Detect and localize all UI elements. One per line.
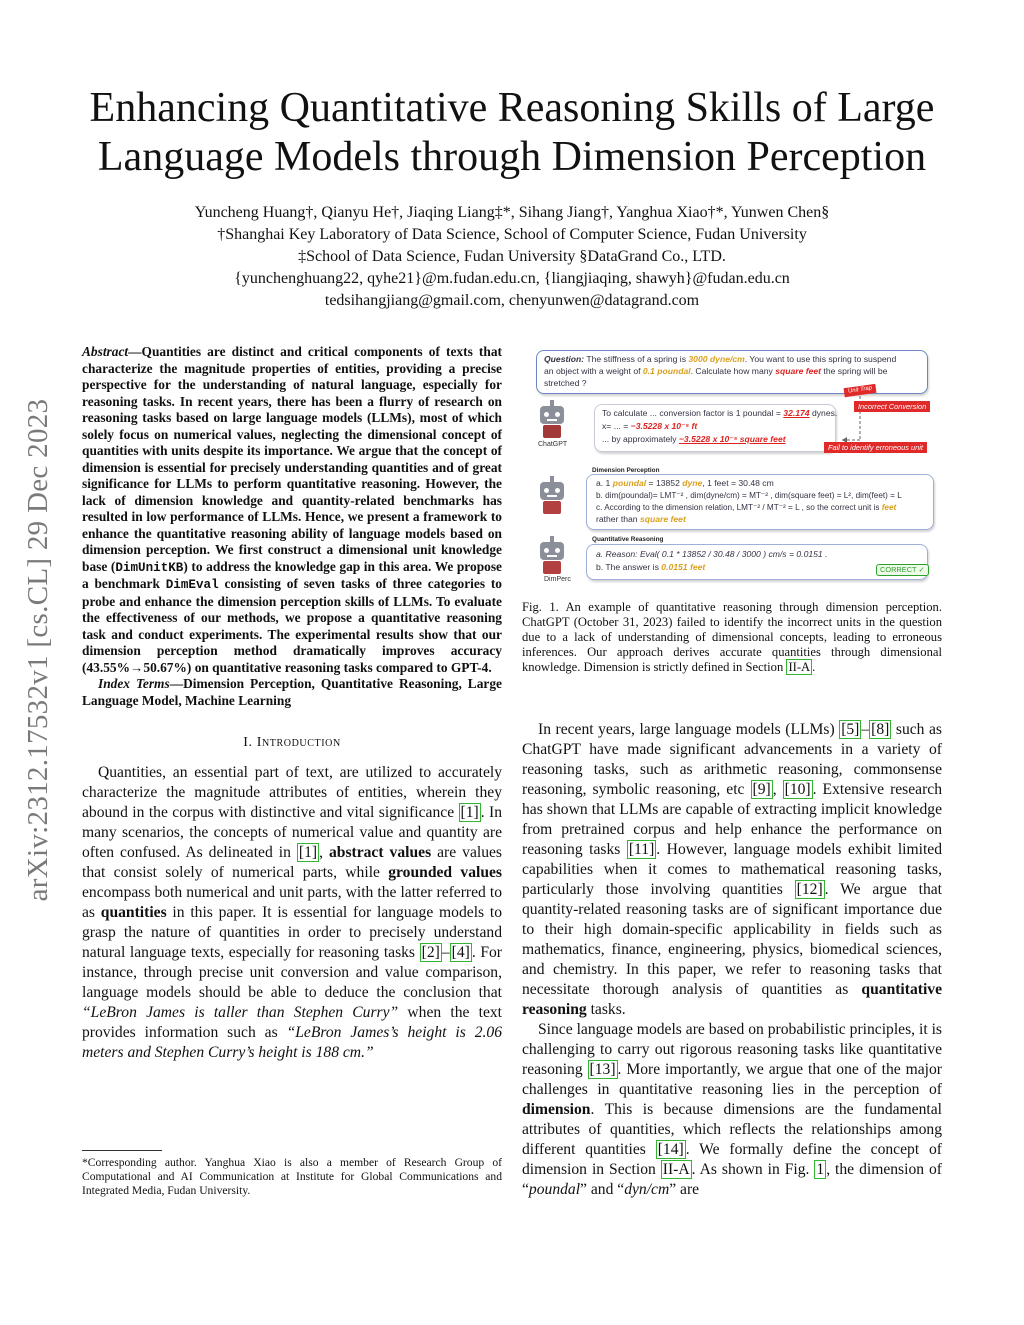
- dp-line-b: b. dim(poundal)= LMT⁻² , dim(dyne/cm) = MT⁻² , dim(square feet) = L², dim(feet) = L: [596, 491, 902, 500]
- affiliation-2: ‡School of Data Science, Fudan University §DataGrand Co., LTD.: [298, 248, 726, 265]
- chatgpt-line-3: ... by approximately −3.5228 x 10⁻⁵ square feet: [602, 434, 786, 444]
- citation-link[interactable]: [8]: [871, 721, 890, 738]
- citation-link[interactable]: [1]: [460, 804, 479, 821]
- author-list: Yuncheng Huang†, Qianyu He†, Jiaqing Liang‡*, Sihang Jiang†, Yanghua Xiao†*, Yunwen Chen§: [194, 204, 830, 221]
- bench-name: DimEval: [165, 578, 219, 592]
- question-line-2: an object with a weight of 0.1 poundal. Calculate how many square feet the spring will be: [544, 366, 888, 376]
- abstract: Abstract—Quantities are distinct and critical components of texts that characterize the magnitude properties of entities, providing a precise perspective for the understanding of natural language, especially for reasoning tasks. In recent years, there has been a flurry of research on reasoning tasks based on large language models (LLMs), most of which solely focus on numerical values, neglecting the dimensional concept of quantities with units despite its importance. We argue that the concept of dimension is essential for precisely understanding quantities and of great significance for LLMs to perform quantitative reasoning. However, the lack of dimension knowledge and quantity-related benchmarks has resulted in low performance of LLMs. Hence, we present a framework to enhance the quantitative reasoning ability of language models based on dimension perception. We first construct a dimensional unit knowledge base (DimUnitKB) to address the knowledge gap in this area. We propose a benchmark DimEval consisting of seven tasks of three categories to probe and enhance the dimension perception skills of LLMs. To evaluate the effectiveness of our methods, we propose a quantitative reasoning task and conduct experiments. The experimental results show that our dimension perception method dramatically improves accuracy (43.55%→50.67%) on quantitative reasoning tasks compared to GPT-4.: [82, 344, 503, 675]
- footnote-rule: [82, 1150, 162, 1151]
- arxiv-stamp: [16, 350, 60, 950]
- chatgpt-label: ChatGPT: [538, 441, 568, 448]
- left-column: [82, 344, 502, 1063]
- paper-title: Enhancing Quantitative Reasoning Skills of Large Language Models through Dimension Perception: [89, 85, 935, 180]
- incorrect-conversion-label: Incorrect Conversion: [854, 401, 930, 412]
- question-line-3: stretched ?: [544, 378, 587, 388]
- citation-link[interactable]: [11]: [628, 841, 655, 858]
- dp-line-c: c. According to the dimension relation, LMT⁻² / MT⁻² = L , so the correct unit is feet: [596, 503, 897, 512]
- abstract-label: Abstract: [82, 344, 129, 359]
- error-arrows: [820, 388, 940, 448]
- index-terms-label: Index Terms: [98, 676, 170, 691]
- correct-badge: CORRECT ✓: [876, 564, 929, 576]
- author-block: [60, 202, 964, 312]
- dimension-perception-title: Dimension Perception: [592, 467, 660, 474]
- section-heading: I. Introduction: [243, 735, 341, 750]
- citation-link[interactable]: [4]: [451, 944, 470, 961]
- citation-link[interactable]: [9]: [752, 781, 771, 798]
- fail-identify-label: Fail to identify erroneous unit: [824, 442, 927, 453]
- figure-caption: Fig. 1. An example of quantitative reasoning through dimension perception. ChatGPT (October 31, 2023) failed to identify the incorrect units in the question due to a lack of understanding of dimensional concepts, leading to erroneous inferences. Our approach derives accurate quantities through dimensional knowledge. Dimension is strictly defined in Section II-A .: [522, 600, 942, 674]
- citation-link[interactable]: [1]: [298, 844, 318, 861]
- dp-line-a: a. 1 poundal = 13852 dyne, 1 feet = 30.48 cm: [596, 478, 774, 488]
- intro-paragraph-2: In recent years, large language models (LLMs) [5] – [8] such as ChatGPT have made significant advancements in a variety of reasoning tasks, such as arithmetic reasoning, commonsense reasoning, symbolic reasoning, etc [9] , [10] . Extensive research has shown that LLMs are capable of extracting implicit knowledge from pretrained corpus and help enhance the performance on reasoning tasks [11] . However, language models exhibit limited capabilities when it comes to mathematical reasoning tasks, particularly those involving quantities [12] . We argue that quantity-related reasoning tasks are of significant importance due to their high domain-specific applicability in fields such as mathematics, finance, engineering, physics, biomedical sciences, and chemistry. In this paper, we refer to reasoning tasks that necessitate thorough analysis of quantities as quantitative reasoning tasks.: [522, 721, 943, 1018]
- citation-link[interactable]: [2]: [421, 944, 440, 961]
- question-line-1: Question: The stiffness of a spring is 3000 dyne/cm. You want to use this spring to suspend: [544, 354, 897, 364]
- chatgpt-line-2: x= ... = −3.5228 x 10⁻⁵ ft: [602, 421, 698, 431]
- figure-link[interactable]: 1: [816, 1161, 825, 1178]
- right-column: [522, 720, 942, 1200]
- intro-paragraph-3: Since language models are based on probabilistic principles, it is challenging to carry out rigorous reasoning tasks like quantitative reasoning [13] . More importantly, we argue that one of the major challenges in quantitative reasoning lies in the perception of dimension. This is because dimensions are the fundamental attributes of quantities, which reflects the relationships among different quantities [14] . We formally define the concept of dimension in Section II-A . As shown in Fig. 1 , the dimension of “poundal” and “dyn/cm” are: [522, 1021, 942, 1198]
- chatgpt-line-1: To calculate ... conversion factor is 1 poundal = 32.174 dynes.: [602, 408, 838, 418]
- emails-2: tedsihangjiang@gmail.com, chenyunwen@datagrand.com: [324, 292, 700, 309]
- citation-link[interactable]: [14]: [657, 1141, 684, 1158]
- citation-link[interactable]: [12]: [796, 881, 823, 898]
- dp-line-c2: rather than square feet: [596, 514, 686, 524]
- index-terms: Index Terms—Dimension Perception, Quantitative Reasoning, Large Language Model, Machine Learning: [82, 676, 502, 708]
- citation-link[interactable]: [13]: [589, 1061, 616, 1078]
- kb-name: DimUnitKB: [115, 560, 184, 575]
- dimperc-label: DimPerc: [544, 576, 571, 583]
- figure-1: [524, 344, 942, 586]
- unit-trap-label: Unit Trap: [844, 384, 877, 397]
- footnote: *Corresponding author. Yanghua Xiao is also a member of Research Group of Computational and AI Communication at Institute for Global Communications and Integrated Media, Fudan University.: [82, 1156, 502, 1197]
- dimperc-robot-icon-1: [538, 480, 566, 516]
- chatgpt-robot-icon: [538, 404, 566, 440]
- qr-line-a: a. Reason: Eval( 0.1 * 13852 / 30.48 / 3000 ) cm/s = 0.0151 .: [596, 549, 828, 559]
- qr-line-b: b. The answer is 0.0151 feet: [596, 562, 706, 572]
- citation-link[interactable]: [5]: [841, 721, 860, 738]
- citation-link[interactable]: [10]: [784, 781, 811, 798]
- intro-paragraph-1: Quantities, an essential part of text, are utilized to accurately characterize the magnitude attributes of entities, wherein they abound in the corpus with distinctive and vital significance [1] . In many scenarios, the concepts of numerical value and quantity are often confused. As delineated in [1] , abstract values are values that consist solely of numerical parts, while grounded values encompass both numerical and unit parts, with the latter referred to as quantities in this paper. It is essential for language models to grasp the nature of quantities in order to precisely understand natural language texts, especially for reasoning tasks [2] – [4] . For instance, through precise unit conversion and value comparison, language models should be able to deduce the conclusion that “LeBron James is taller than Stephen Curry” when the text provides information such as “LeBron James’s height is 2.06 meters and Stephen Curry’s height is 188 cm.”: [82, 764, 503, 1061]
- arxiv-id: arXiv:2312.17532v1 [cs.CL] 29 Dec 2023: [22, 398, 54, 902]
- emails-1: {yunchenghuang22, qyhe21}@m.fudan.edu.cn, {liangjiaqing, shawyh}@fudan.edu.cn: [234, 270, 790, 287]
- quantitative-reasoning-title: Quantitative Reasoning: [592, 536, 664, 543]
- section-link[interactable]: II-A: [788, 660, 811, 674]
- dimperc-robot-icon-2: [538, 540, 566, 576]
- section-link[interactable]: II-A: [662, 1161, 690, 1178]
- affiliation-1: †Shanghai Key Laboratory of Data Science, School of Computer Science, Fudan University: [217, 226, 807, 243]
